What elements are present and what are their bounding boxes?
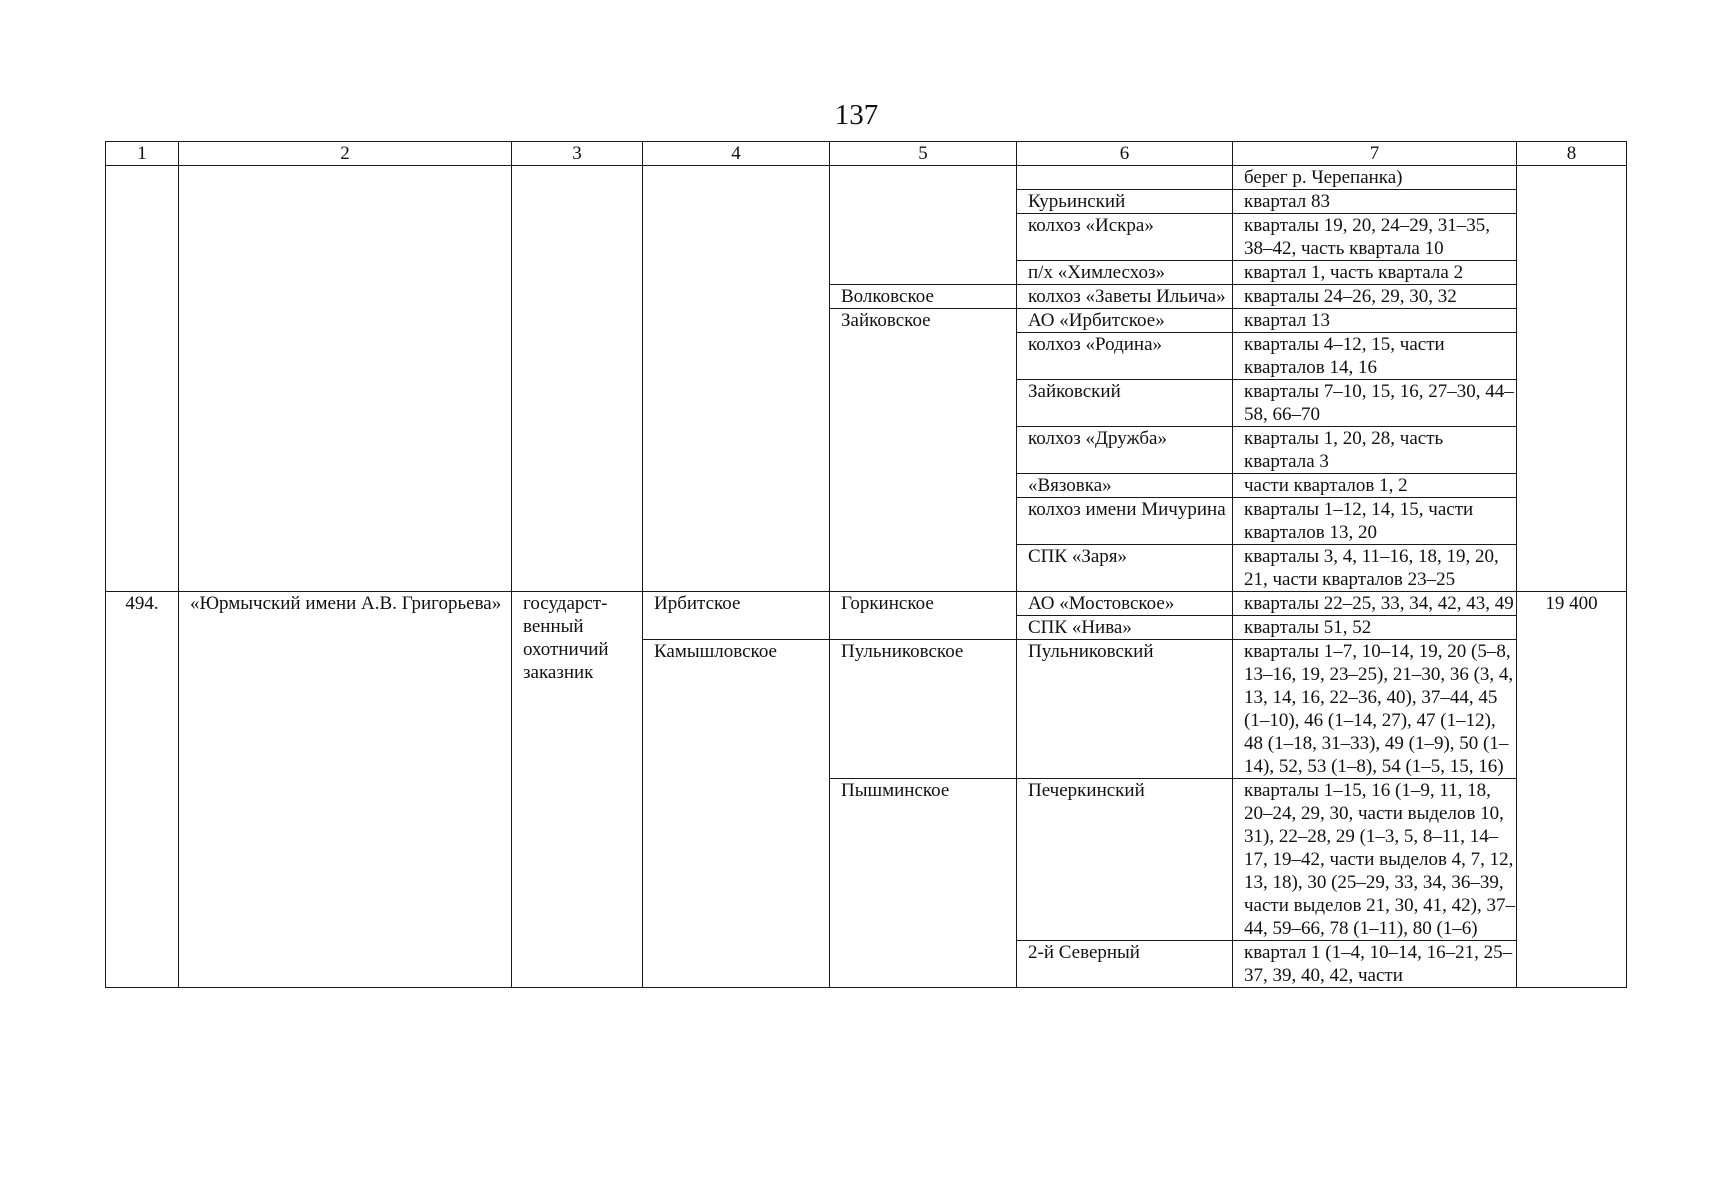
- quarters-cell: кварталы 3, 4, 11–16, 18, 19, 20, 21, части кварталов 23–25: [1233, 545, 1517, 592]
- column-header: 1: [106, 142, 179, 166]
- column-header: 5: [830, 142, 1017, 166]
- number-cell: [106, 166, 179, 592]
- area-cell: 19 400: [1517, 592, 1627, 988]
- quarters-cell: квартал 1, часть квартала 2: [1233, 261, 1517, 285]
- area-cell: [1517, 166, 1627, 592]
- section-cell: Пульниковский: [1017, 640, 1233, 779]
- forestry-cell: Волковское: [830, 285, 1017, 309]
- forestry-cell: Горкинское: [830, 592, 1017, 640]
- quarters-cell: части кварталов 1, 2: [1233, 474, 1517, 498]
- forestry-cell: [830, 166, 1017, 285]
- name-cell: «Юрмычский имени А.В. Григорьева»: [179, 592, 512, 988]
- category-cell: [512, 166, 643, 592]
- section-cell: АО «Мостовское»: [1017, 592, 1233, 616]
- quarters-cell: квартал 1 (1–4, 10–14, 16–21, 25–37, 39, 40, 42, части: [1233, 941, 1517, 988]
- forestry-cell: Пульниковское: [830, 640, 1017, 779]
- quarters-cell: квартал 13: [1233, 309, 1517, 333]
- column-header: 4: [643, 142, 830, 166]
- section-cell: колхоз имени Мичурина: [1017, 498, 1233, 545]
- name-cell: [179, 166, 512, 592]
- quarters-cell: кварталы 1–15, 16 (1–9, 11, 18, 20–24, 29, 30, части выделов 10, 31), 22–28, 29 (1–3, 5, 8–11, 14–17, 19–42, части выделов 4, 7, 12, 13, 18), 30 (25–29, 33, 34, 36–39, части выделов 21, 30, 41, 42), 37–44, 59–66, 78 (1–11), 80 (1–6): [1233, 779, 1517, 941]
- table-row: [106, 592, 1627, 616]
- column-header: 6: [1017, 142, 1233, 166]
- section-cell: СПК «Заря»: [1017, 545, 1233, 592]
- quarters-cell: кварталы 51, 52: [1233, 616, 1517, 640]
- quarters-cell: кварталы 24–26, 29, 30, 32: [1233, 285, 1517, 309]
- district-cell: Ирбитское: [643, 592, 830, 640]
- column-header: 8: [1517, 142, 1627, 166]
- section-cell: 2-й Северный: [1017, 941, 1233, 988]
- quarters-cell: кварталы 1–12, 14, 15, части кварталов 13, 20: [1233, 498, 1517, 545]
- column-header: 3: [512, 142, 643, 166]
- quarters-cell: квартал 83: [1233, 190, 1517, 214]
- district-cell: [643, 166, 830, 592]
- reserves-table: [105, 141, 1627, 988]
- section-cell: Курьинский: [1017, 190, 1233, 214]
- quarters-cell: кварталы 4–12, 15, части кварталов 14, 16: [1233, 333, 1517, 380]
- category-cell: государст-венный охотничий заказник: [512, 592, 643, 988]
- column-number-row: [106, 142, 1627, 166]
- quarters-cell: берег р. Черепанка): [1233, 166, 1517, 190]
- quarters-cell: кварталы 19, 20, 24–29, 31–35, 38–42, часть квартала 10: [1233, 214, 1517, 261]
- quarters-cell: кварталы 1–7, 10–14, 19, 20 (5–8, 13–16, 19, 23–25), 21–30, 36 (3, 4, 13, 14, 16, 22–36, 40), 37–44, 45 (1–10), 46 (1–14, 27), 47 (1–12), 48 (1–18, 31–33), 49 (1–9), 50 (1–14), 52, 53 (1–8), 54 (1–5, 15, 16): [1233, 640, 1517, 779]
- forestry-cell: Зайковское: [830, 309, 1017, 592]
- page-number: 137: [834, 99, 879, 131]
- section-cell: колхоз «Дружба»: [1017, 427, 1233, 474]
- section-cell: колхоз «Заветы Ильича»: [1017, 285, 1233, 309]
- section-cell: [1017, 166, 1233, 190]
- section-cell: СПК «Нива»: [1017, 616, 1233, 640]
- section-cell: колхоз «Искра»: [1017, 214, 1233, 261]
- column-header: 2: [179, 142, 512, 166]
- quarters-cell: кварталы 22–25, 33, 34, 42, 43, 49: [1233, 592, 1517, 616]
- section-cell: Печеркинский: [1017, 779, 1233, 941]
- quarters-cell: кварталы 1, 20, 28, часть квартала 3: [1233, 427, 1517, 474]
- section-cell: Зайковский: [1017, 380, 1233, 427]
- section-cell: колхоз «Родина»: [1017, 333, 1233, 380]
- number-cell: 494.: [106, 592, 179, 988]
- district-cell: Камышловское: [643, 640, 830, 988]
- quarters-cell: кварталы 7–10, 15, 16, 27–30, 44–58, 66–70: [1233, 380, 1517, 427]
- column-header: 7: [1233, 142, 1517, 166]
- section-cell: «Вязовка»: [1017, 474, 1233, 498]
- table-row: [106, 166, 1627, 190]
- forestry-cell: Пышминское: [830, 779, 1017, 988]
- section-cell: п/х «Химлесхоз»: [1017, 261, 1233, 285]
- section-cell: АО «Ирбитское»: [1017, 309, 1233, 333]
